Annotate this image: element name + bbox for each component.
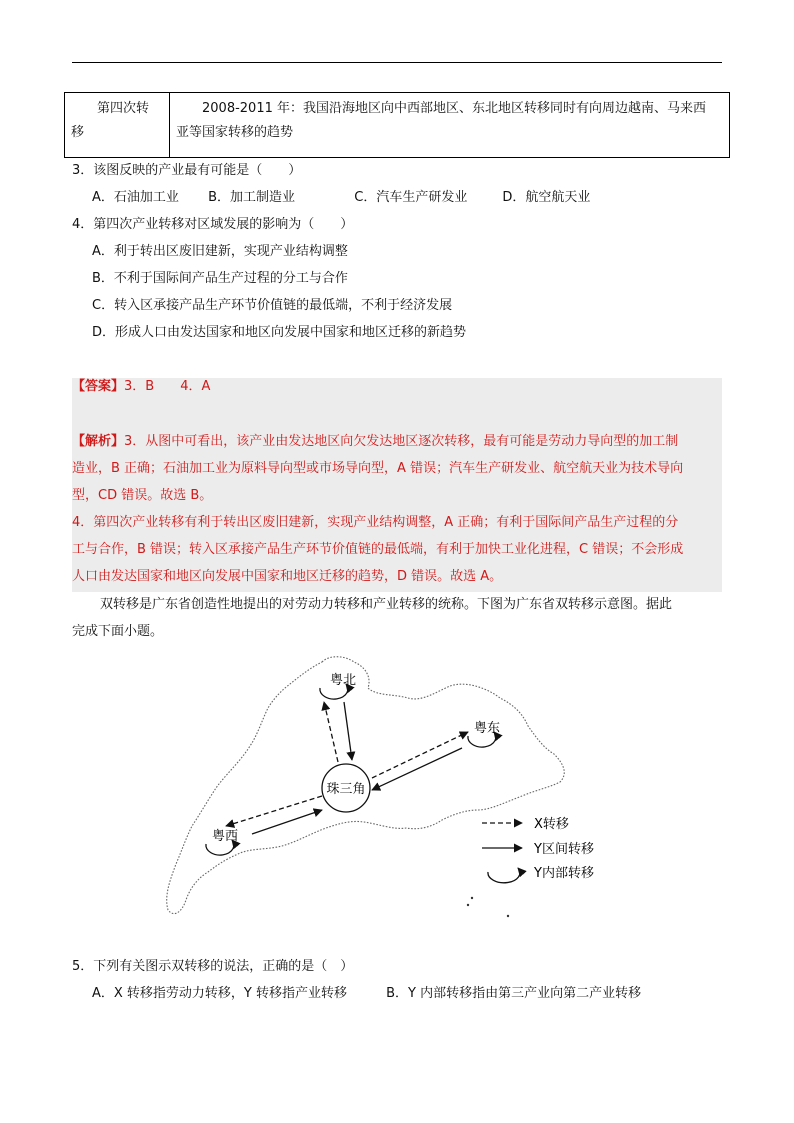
table-cell-label	[65, 93, 170, 158]
q5-option-a: A．X 转移指劳动力转移，Y 转移指产业转移	[92, 986, 348, 1001]
table-cell-content	[170, 93, 730, 158]
legend-x-label: X转移	[534, 817, 569, 832]
table-row	[65, 93, 730, 158]
analysis-label: 【解析】	[72, 434, 125, 449]
table-label-line1: 第四次转	[97, 101, 150, 116]
analysis-line-6: 人口由发达国家和地区向发展中国家和地区迁移的趋势，D 错误。故选 A。	[72, 569, 503, 584]
analysis-text-1: 3．从图中可看出，该产业由发达地区向欠发达地区逐次转移，最有可能是劳动力导向型的加工制	[124, 434, 679, 449]
q4-option-d: D．形成人口由发达国家和地区向发展中国家和地区迁移的新趋势	[92, 325, 467, 340]
legend-y-intra-symbol	[488, 868, 520, 883]
header-rule	[72, 62, 722, 63]
legend-y-inter-label: Y区间转移	[534, 842, 594, 857]
question-5-options	[92, 984, 641, 1004]
q5-option-b: B．Y 内部转移指由第三产业向第二产业转移	[386, 986, 642, 1001]
x-arrow-to-west	[226, 796, 322, 826]
analysis-line-3: 型，CD 错误。故选 B。	[72, 488, 213, 503]
analysis-line-4: 4．第四次产业转移有利于转出区废旧建新，实现产业结构调整，A 正确；有利于国际间产品生产过程的分	[72, 515, 679, 530]
q4-option-b: B．不利于国际间产品生产过程的分工与合作	[92, 271, 348, 286]
map-legend	[482, 817, 594, 883]
region-label-east: 粤东	[474, 721, 501, 736]
intro-line-2: 完成下面小题。	[72, 624, 164, 639]
region-label-north: 粤北	[330, 673, 357, 688]
q3-option-c: C．汽车生产研发业	[354, 190, 468, 205]
q4-option-c: C．转入区承接产品生产环节价值链的最低端，不利于经济发展	[92, 298, 453, 313]
x-arrow-to-north	[324, 702, 338, 762]
x-arrow-to-east	[372, 732, 468, 778]
island-dot	[507, 915, 509, 917]
answer-line	[72, 377, 210, 397]
question-3-options	[92, 188, 590, 208]
transfer-table	[64, 92, 730, 158]
island-dot	[471, 897, 473, 899]
y-arrow-west-to-center	[252, 810, 322, 834]
q4-option-a: A．利于转出区废旧建新，实现产业结构调整	[92, 244, 348, 259]
analysis-line-5: 工与合作，B 错误；转入区承接产品生产环节价值链的最低端，有利于加快工业化进程，C 错误；不会形成	[72, 542, 684, 557]
y-arrow-east-to-center	[372, 748, 462, 790]
q3-option-a: A．石油加工业	[92, 190, 179, 205]
answer-label: 【答案】	[72, 379, 125, 394]
q3-option-b: B．加工制造业	[208, 190, 296, 205]
analysis-line-1	[72, 432, 678, 452]
guangdong-transfer-map	[150, 650, 620, 935]
region-label-center: 珠三角	[326, 782, 366, 797]
table-label-line2: 移	[71, 125, 85, 140]
question-3-stem: 3．该图反映的产业最有可能是（ ）	[72, 163, 302, 178]
legend-y-intra-label: Y内部转移	[534, 866, 594, 881]
island-dot	[467, 904, 469, 906]
q3-option-d: D．航空航天业	[502, 190, 591, 205]
y-arrow-north-to-center	[344, 702, 352, 760]
question-4-stem: 4．第四次产业转移对区域发展的影响为（ ）	[72, 217, 354, 232]
table-content-line2: 亚等国家转移的趋势	[176, 125, 294, 140]
intro-line-1: 双转移是广东省创造性地提出的对劳动力转移和产业转移的统称。下图为广东省双转移示意图。据此	[100, 597, 673, 612]
answer-text: 3．B 4．A	[124, 379, 211, 394]
table-content-line1: 2008-2011 年：我国沿海地区向中西部地区、东北地区转移同时有向周边越南、马来西	[202, 101, 706, 116]
region-label-west: 粤西	[212, 829, 239, 844]
question-5-stem: 5．下列有关图示双转移的说法，正确的是（ ）	[72, 959, 354, 974]
analysis-line-2: 造业，B 正确；石油加工业为原料导向型或市场导向型，A 错误；汽车生产研发业、航空航天业为技术导向	[72, 461, 684, 476]
